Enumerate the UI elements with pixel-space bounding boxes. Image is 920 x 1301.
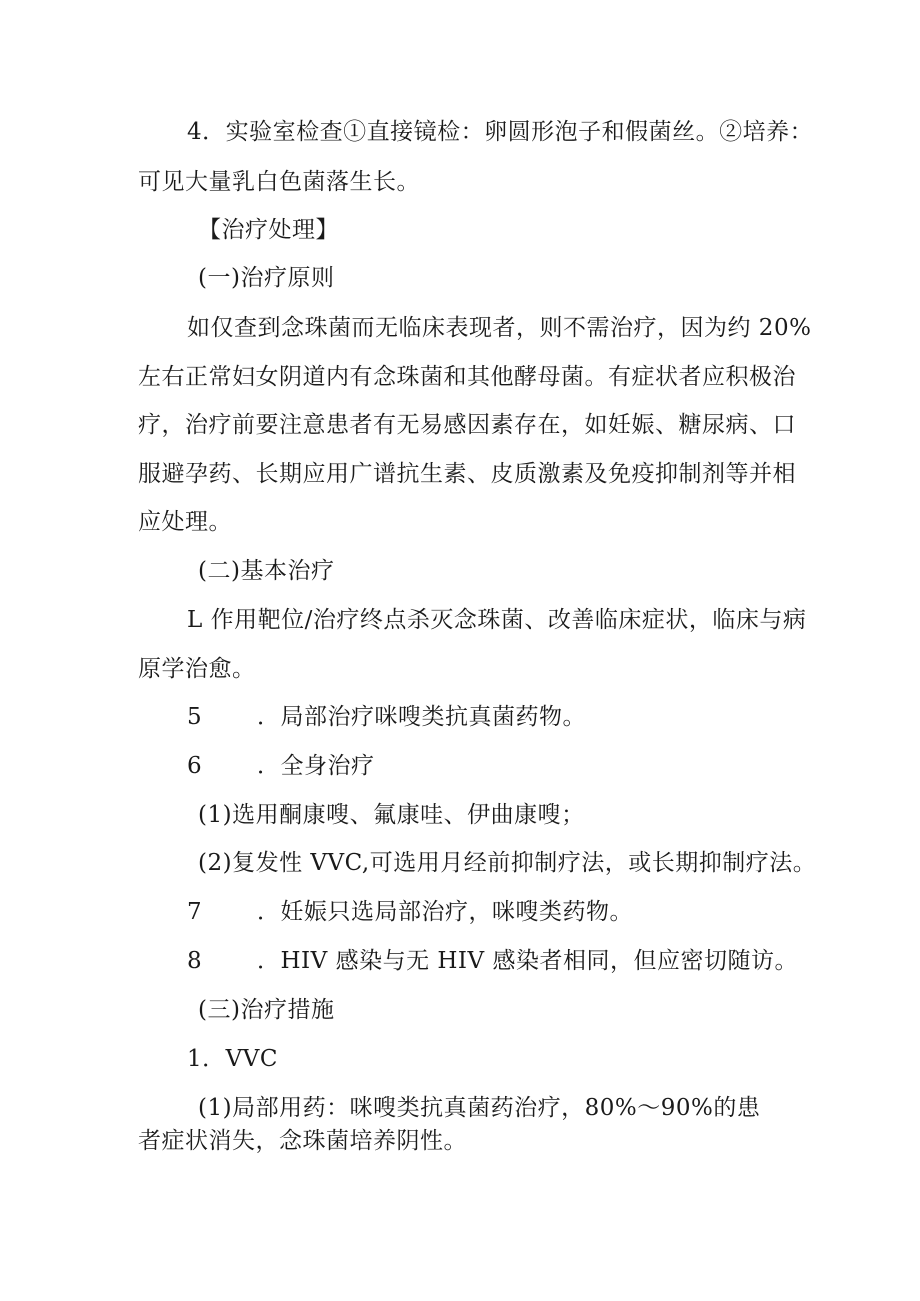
basic-item-l-line-1: L 作用靶位/治疗终点杀灭念珠菌、改善临床症状，临床与病	[187, 607, 807, 633]
principle-line-1: 如仅查到念珠菌而无临床表现者，则不需治疗，因为约 20%	[187, 315, 812, 341]
basic-item-8	[187, 947, 798, 975]
item-text: ．全身治疗	[257, 753, 375, 779]
basic-item-6	[187, 752, 375, 780]
principle-line-3: 疗，治疗前要注意患者有无易感因素存在，如妊娠、糖尿病、口	[138, 412, 796, 438]
measures-heading: (三)治疗措施	[198, 997, 335, 1023]
item-number: 5	[187, 704, 203, 730]
basic-sub-2: (2)复发性 VVC,可选用月经前抑制疗法，或长期抑制疗法。	[198, 850, 817, 876]
item-text: ．妊娠只选局部治疗，咪嗖类药物。	[257, 899, 633, 925]
item-number: 7	[187, 899, 203, 925]
lab-exam-line-1: 4．实验室检查①直接镜检：卵圆形泡子和假菌丝。②培养：	[187, 119, 814, 145]
basic-item-l-line-2: 原学治愈。	[138, 656, 256, 682]
item-number: 6	[187, 753, 203, 779]
basic-item-5	[187, 703, 586, 731]
principle-line-5: 应处理。	[138, 509, 232, 535]
item-text: ．HIV 感染与无 HIV 感染者相同，但应密切随访。	[257, 948, 798, 974]
measures-sub-1-line-2: 者症状消失，念珠菌培养阴性。	[138, 1128, 467, 1154]
section-heading: 【治疗处理】	[198, 217, 339, 243]
principle-line-2: 左右正常妇女阴道内有念珠菌和其他酵母菌。有症状者应积极治	[138, 364, 796, 390]
basic-heading: (二)基本治疗	[198, 558, 335, 584]
item-number: 8	[187, 948, 203, 974]
basic-item-7	[187, 898, 633, 926]
principle-heading: (一)治疗原则	[198, 265, 335, 291]
principle-line-4: 服避孕药、长期应用广谱抗生素、皮质激素及免疫抑制剂等并相	[138, 461, 796, 487]
item-text: ．局部治疗咪嗖类抗真菌药物。	[257, 704, 586, 730]
basic-sub-1: (1)选用酮康嗖、氟康哇、伊曲康嗖；	[198, 802, 585, 828]
measures-item-1: 1．VVC	[187, 1046, 278, 1072]
measures-sub-1-line-1: (1)局部用药：咪嗖类抗真菌药治疗，80%～90%的患	[198, 1095, 761, 1121]
lab-exam-line-2: 可见大量乳白色菌落生长。	[138, 169, 420, 195]
